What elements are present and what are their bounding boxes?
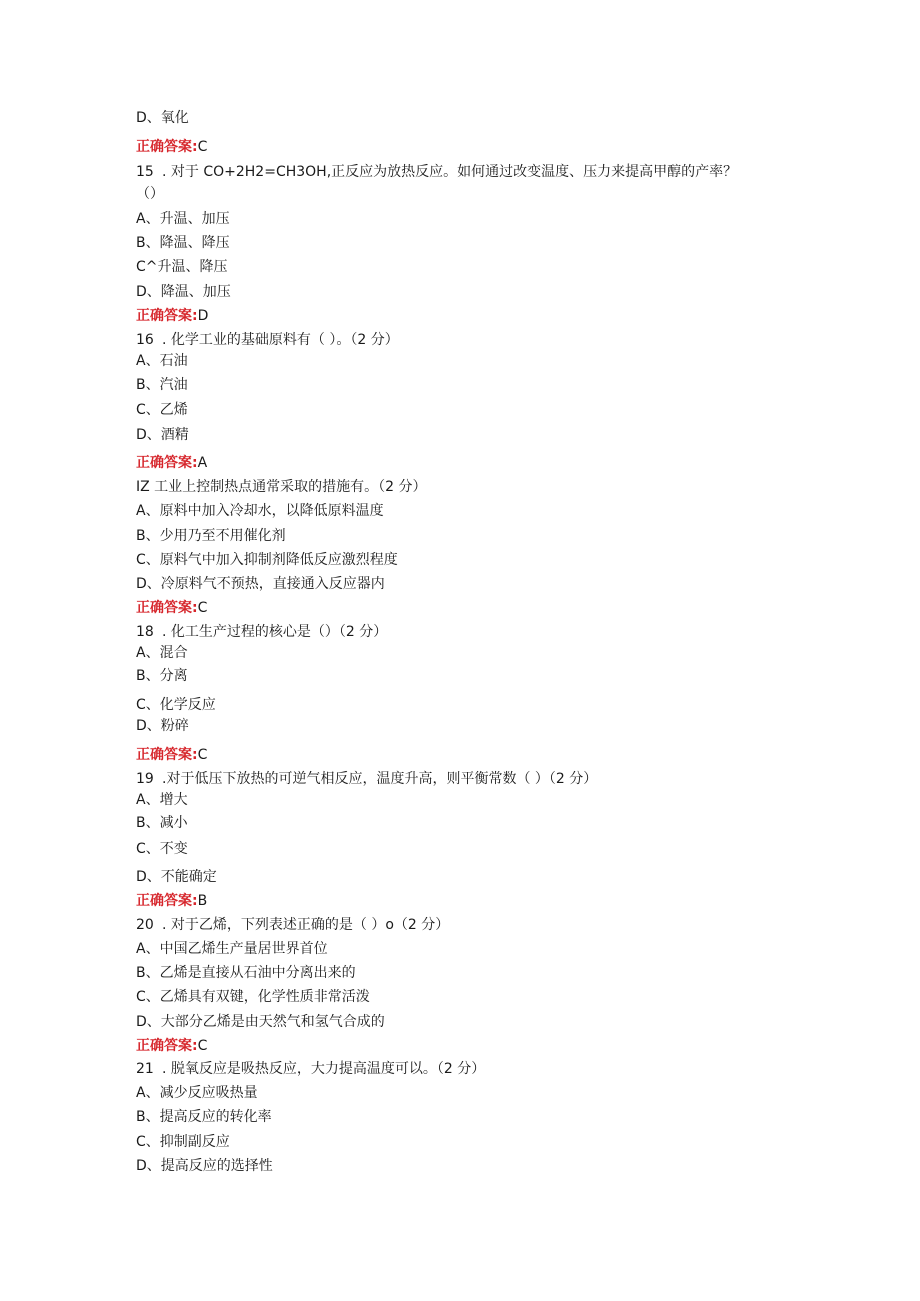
question-19 — [136, 769, 597, 789]
option-c: C、乙烯 — [136, 402, 188, 418]
option-d: D、大部分乙烯是由天然气和氢气合成的 — [136, 1014, 385, 1030]
option-b: B、汽油 — [136, 377, 188, 393]
option-c: C、化学反应 — [136, 697, 216, 713]
answer-label: 正确答案: — [136, 600, 198, 616]
answer-value: C — [197, 139, 208, 155]
answer-value: D — [197, 308, 209, 324]
option-c: C^升温、降压 — [136, 259, 228, 275]
question-number: 18 — [136, 624, 154, 640]
question-text: .对于低压下放热的可逆气相反应，温度升高，则平衡常数（ ）（2 分） — [162, 771, 598, 787]
option-a: A、中国乙烯生产量居世界首位 — [136, 941, 328, 957]
question-text: . 对于乙烯，下列表述正确的是（ ）o（2 分） — [162, 917, 450, 933]
answer-line — [136, 745, 207, 765]
answer-label: 正确答案: — [136, 139, 198, 155]
answer-label: 正确答案: — [136, 455, 198, 471]
option-b: B、减小 — [136, 815, 188, 831]
option-d: D、氧化 — [136, 110, 189, 126]
answer-label: 正确答案: — [136, 893, 198, 909]
question-16 — [136, 330, 399, 350]
option-d: D、酒精 — [136, 427, 189, 443]
option-b: B、提高反应的转化率 — [136, 1109, 272, 1125]
answer-value: C — [197, 747, 208, 763]
option-d: D、降温、加压 — [136, 284, 231, 300]
question-text: . 脱氧反应是吸热反应，大力提高温度可以。（2 分） — [162, 1061, 486, 1077]
option-a: A、增大 — [136, 792, 188, 808]
question-15 — [136, 162, 737, 182]
answer-value: C — [197, 600, 208, 616]
answer-label: 正确答案: — [136, 1038, 198, 1054]
question-text-continuation: （） — [136, 186, 164, 202]
option-a: A、石油 — [136, 353, 188, 369]
question-17: IZ 工业上控制热点通常采取的措施有。（2 分） — [136, 479, 427, 495]
answer-value: C — [197, 1038, 208, 1054]
question-number: 15 — [136, 164, 154, 180]
option-a: A、混合 — [136, 645, 188, 661]
answer-line — [136, 1036, 207, 1056]
answer-line — [136, 453, 207, 473]
option-c: C、抑制副反应 — [136, 1134, 230, 1150]
question-number: 21 — [136, 1061, 154, 1077]
option-c: C、不变 — [136, 841, 188, 857]
answer-line — [136, 137, 207, 157]
option-b: B、乙烯是直接从石油中分离出来的 — [136, 965, 356, 981]
option-d: D、提高反应的选择性 — [136, 1158, 273, 1174]
question-18 — [136, 622, 387, 642]
answer-line — [136, 891, 207, 911]
option-d: D、不能确定 — [136, 869, 217, 885]
question-21 — [136, 1059, 485, 1079]
option-c: C、原料气中加入抑制剂降低反应激烈程度 — [136, 552, 398, 568]
option-c: C、乙烯具有双键，化学性质非常活泼 — [136, 989, 370, 1005]
option-b: B、降温、降压 — [136, 235, 230, 251]
option-a: A、原料中加入冷却水，以降低原料温度 — [136, 503, 384, 519]
question-text: . 对于 CO+2H2=CH3OH,正反应为放热反应。如何通过改变温度、压力来提高甲醇的产率？ — [162, 164, 738, 180]
option-b: B、少用乃至不用催化剂 — [136, 528, 286, 544]
answer-label: 正确答案: — [136, 308, 198, 324]
option-b: B、分离 — [136, 668, 188, 684]
question-text: . 化工生产过程的核心是（）（2 分） — [162, 624, 388, 640]
answer-value: B — [197, 893, 208, 909]
question-20 — [136, 915, 449, 935]
question-number: 20 — [136, 917, 154, 933]
option-d: D、冷原料气不预热，直接通入反应器内 — [136, 576, 385, 592]
answer-label: 正确答案: — [136, 747, 198, 763]
option-a: A、升温、加压 — [136, 211, 230, 227]
option-a: A、减少反应吸热量 — [136, 1085, 258, 1101]
answer-line — [136, 306, 208, 326]
answer-value: A — [197, 455, 208, 471]
answer-line — [136, 598, 207, 618]
question-text: . 化学工业的基础原料有（ ）。（2 分） — [162, 332, 399, 348]
question-number: 16 — [136, 332, 154, 348]
question-number: 19 — [136, 771, 154, 787]
option-d: D、粉碎 — [136, 718, 189, 734]
